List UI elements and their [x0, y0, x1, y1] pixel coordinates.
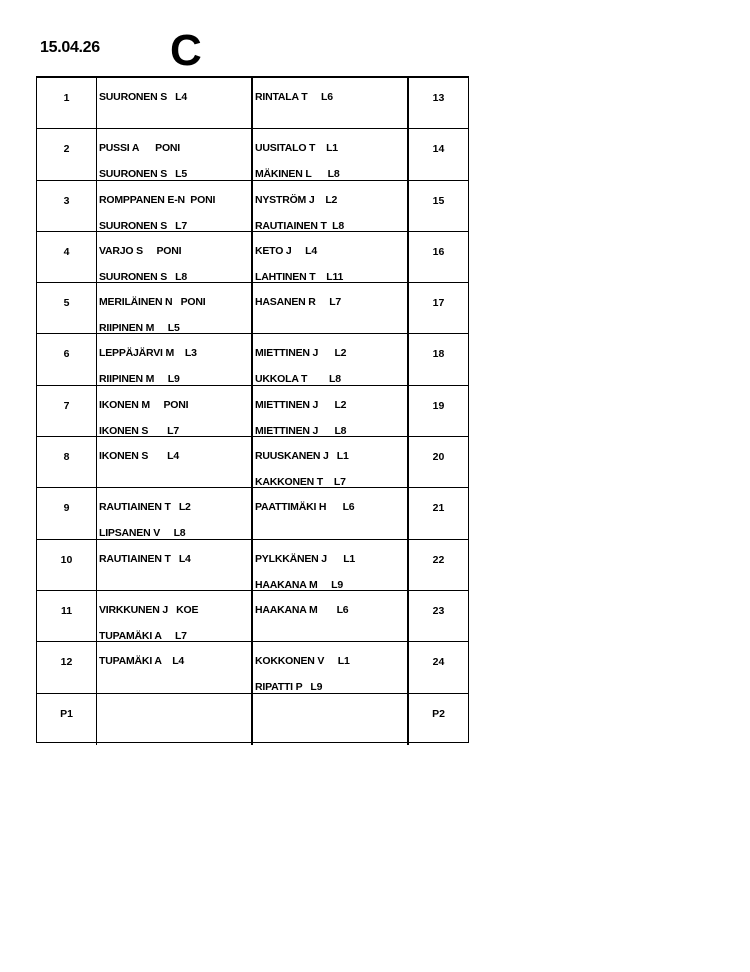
row-number-right-text: 18	[432, 348, 445, 361]
entry-left-line: PUSSI A PONI	[99, 142, 181, 155]
entry-left	[97, 540, 253, 590]
row-number-text: 5	[63, 297, 70, 310]
row-number-text: 3	[63, 194, 70, 207]
entry-right-line: RINTALA T L6	[255, 91, 333, 103]
row-number	[37, 232, 97, 282]
row-number-text: 10	[60, 553, 73, 566]
entry-left-line: TUPAMÄKI A L4	[99, 655, 185, 668]
entry-left	[97, 386, 253, 436]
row-number-right-text: 15	[432, 194, 445, 207]
row-number-text: 6	[63, 348, 70, 361]
entry-left	[97, 642, 253, 692]
entry-right-line: PAATTIMÄKI H L6	[255, 501, 355, 514]
entry-left-line: LEPPÄJÄRVI M L3	[99, 347, 197, 360]
schedule-table	[36, 76, 469, 743]
entry-right-line: NYSTRÖM J L2	[255, 193, 338, 206]
row-number-right	[409, 78, 468, 128]
entry-left-line: RIIPINEN M L5	[99, 322, 180, 335]
entry-right-line: UKKOLA T L8	[255, 373, 341, 386]
row-number	[37, 283, 97, 333]
table-row	[37, 283, 468, 334]
row-number	[37, 488, 97, 538]
entry-right-line: MIETTINEN J L2	[255, 347, 347, 360]
entry-right	[253, 694, 409, 745]
entry-right	[253, 437, 409, 487]
entry-left	[97, 591, 253, 641]
table-row	[37, 78, 468, 129]
entry-left	[97, 129, 253, 179]
entry-left-line: RIIPINEN M L9	[99, 373, 180, 386]
table-row	[37, 540, 468, 591]
entry-right-line: UUSITALO T L1	[255, 142, 338, 155]
entry-left	[97, 437, 253, 487]
row-number-right	[409, 540, 468, 590]
table-row	[37, 232, 468, 283]
row-number	[37, 540, 97, 590]
table-row	[37, 591, 468, 642]
row-number-right-text: 13	[432, 92, 445, 104]
table-row	[37, 334, 468, 385]
row-number-right	[409, 334, 468, 384]
row-number-text: 9	[63, 502, 70, 515]
entry-left	[97, 283, 253, 333]
entry-left-line: VIRKKUNEN J KOE	[99, 603, 199, 616]
entry-left-line: LIPSANEN V L8	[99, 527, 186, 540]
row-number-right	[409, 129, 468, 179]
entry-left-line: SUURONEN S L4	[99, 91, 188, 103]
entry-right-line: MIETTINEN J L8	[255, 424, 347, 437]
row-number	[37, 334, 97, 384]
entry-right-line: RIPATTI P L9	[255, 681, 323, 694]
row-number-right-text: 16	[432, 245, 445, 258]
row-number	[37, 694, 97, 745]
table-row	[37, 386, 468, 437]
entry-right-line: HAAKANA M L9	[255, 578, 343, 591]
row-number-right-text: 14	[432, 143, 445, 156]
row-number	[37, 181, 97, 231]
entry-left-line: RAUTIAINEN T L4	[99, 552, 191, 565]
entry-left	[97, 488, 253, 538]
table-row	[37, 437, 468, 488]
entry-right-line: KOKKONEN V L1	[255, 655, 350, 668]
row-number-right-text: 22	[432, 553, 445, 566]
entry-left-line: SUURONEN S L5	[99, 168, 188, 181]
entry-right-line: HAAKANA M L6	[255, 603, 349, 616]
row-number-right	[409, 591, 468, 641]
row-number-right-text: P2	[432, 707, 445, 720]
entry-left-line: SUURONEN S L7	[99, 219, 188, 232]
row-number-right	[409, 437, 468, 487]
entry-right-line: LAHTINEN T L11	[255, 270, 344, 283]
row-number	[37, 129, 97, 179]
entry-left	[97, 694, 253, 745]
table-row	[37, 181, 468, 232]
entry-right-line: RAUTIAINEN T L8	[255, 219, 344, 232]
row-number-right	[409, 386, 468, 436]
row-number-right-text: 24	[432, 656, 445, 669]
entry-left	[97, 181, 253, 231]
entry-right	[253, 386, 409, 436]
entry-right-line: MÄKINEN L L8	[255, 168, 340, 181]
entry-left-line: IKONEN M PONI	[99, 398, 189, 411]
row-number-right	[409, 642, 468, 692]
entry-left-line: IKONEN S L4	[99, 450, 180, 463]
entry-left-line: IKONEN S L7	[99, 424, 180, 437]
entry-right-line: HASANEN R L7	[255, 296, 342, 309]
entry-left	[97, 334, 253, 384]
row-number-text: P1	[60, 707, 73, 720]
entry-right	[253, 232, 409, 282]
row-number-text: 4	[63, 245, 70, 258]
date-label: 15.04.26	[40, 39, 100, 56]
row-number-right-text: 19	[432, 399, 445, 412]
row-number-right	[409, 488, 468, 538]
row-number-right	[409, 232, 468, 282]
row-number-text: 11	[60, 604, 73, 617]
entry-right	[253, 129, 409, 179]
entry-left-line: MERILÄINEN N PONI	[99, 296, 206, 309]
row-number	[37, 386, 97, 436]
row-number-right	[409, 694, 468, 745]
row-number-right	[409, 181, 468, 231]
row-number	[37, 642, 97, 692]
entry-right	[253, 488, 409, 538]
row-number-right-text: 21	[432, 502, 445, 515]
table-row	[37, 642, 468, 693]
row-number	[37, 437, 97, 487]
entry-right-line: KETO J L4	[255, 244, 317, 257]
table-row	[37, 694, 468, 745]
entry-right-line: RUUSKANEN J L1	[255, 450, 349, 463]
table-row	[37, 129, 468, 180]
row-number-right-text: 23	[432, 604, 445, 617]
entry-right-line: MIETTINEN J L2	[255, 398, 347, 411]
row-number-text: 7	[63, 399, 70, 412]
entry-left	[97, 232, 253, 282]
row-number-text: 8	[63, 451, 70, 464]
entry-left-line: VARJO S PONI	[99, 244, 182, 257]
row-number-text: 1	[63, 92, 70, 104]
entry-left-line: RAUTIAINEN T L2	[99, 501, 191, 514]
entry-right	[253, 78, 409, 128]
table-row	[37, 488, 468, 539]
entry-right	[253, 283, 409, 333]
entry-right	[253, 591, 409, 641]
row-number-text: 12	[60, 656, 73, 669]
entry-left-line: TUPAMÄKI A L7	[99, 629, 187, 642]
group-letter: C	[170, 26, 202, 75]
entry-right	[253, 334, 409, 384]
entry-left-line: ROMPPANEN E-N PONI	[99, 193, 216, 206]
entry-right	[253, 642, 409, 692]
row-number-right-text: 20	[432, 451, 445, 464]
row-number-right-text: 17	[432, 297, 445, 310]
row-number	[37, 78, 97, 128]
entry-left-line: SUURONEN S L8	[99, 270, 188, 283]
entry-right	[253, 181, 409, 231]
entry-right-line: KAKKONEN T L7	[255, 476, 346, 489]
row-number	[37, 591, 97, 641]
entry-left	[97, 78, 253, 128]
entry-right	[253, 540, 409, 590]
row-number-right	[409, 283, 468, 333]
row-number-text: 2	[63, 143, 70, 156]
entry-right-line: PYLKKÄNEN J L1	[255, 552, 356, 565]
